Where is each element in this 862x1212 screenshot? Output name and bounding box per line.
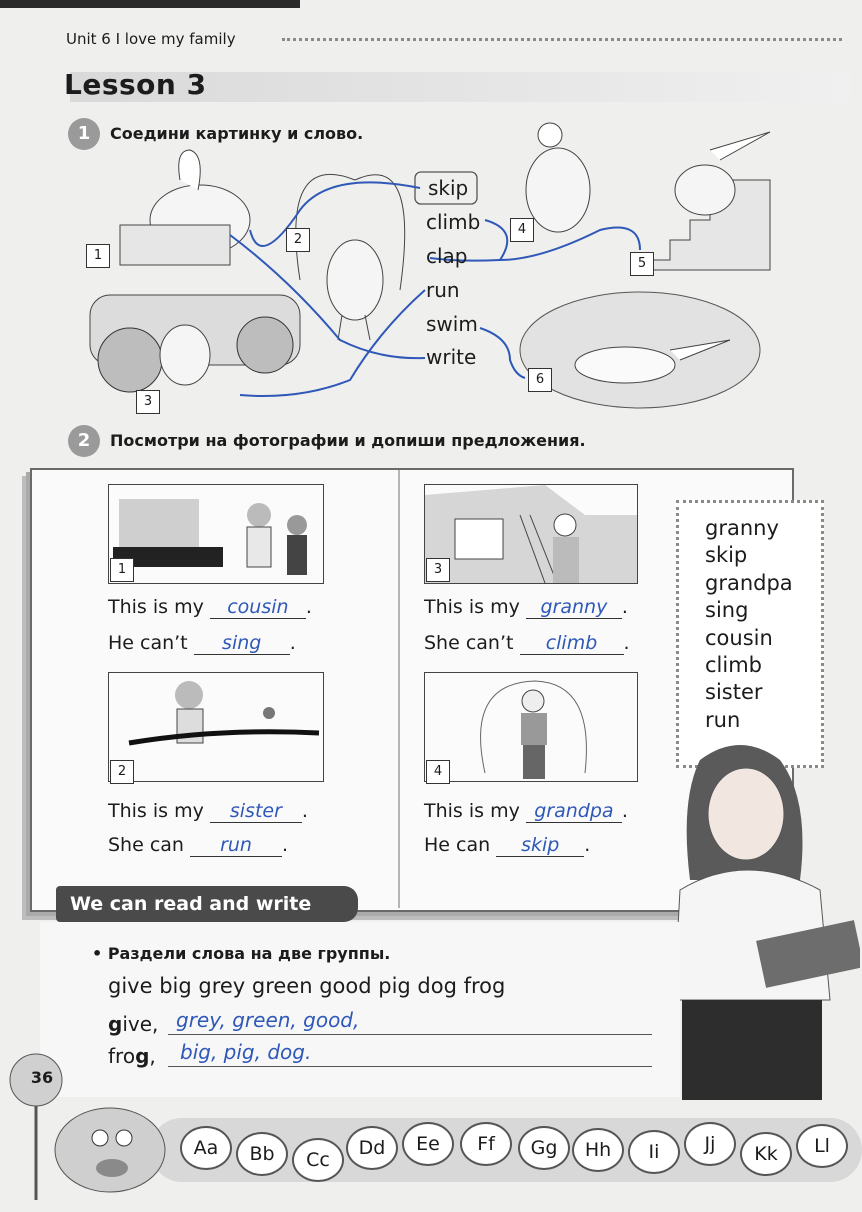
- panel4-line1-prefix: This is my: [424, 800, 520, 822]
- panel2-answer-run: run: [190, 834, 282, 857]
- alphabet-letter: Cc: [292, 1138, 344, 1182]
- goose-skipping-picture: [296, 174, 405, 340]
- panel2-answer-sister: sister: [210, 800, 302, 823]
- photo-number-1: 1: [110, 558, 134, 582]
- task1-word-write: write: [426, 345, 477, 369]
- panel4-answer-grandpa: grandpa: [526, 800, 622, 823]
- photo-number-4: 4: [426, 760, 450, 784]
- task3-group1: [108, 1012, 158, 1036]
- panel4-answer-skip: skip: [496, 834, 584, 857]
- photo-number-2: 2: [110, 760, 134, 784]
- picture-number-5: 5: [630, 252, 654, 276]
- word-bank-item: skip: [705, 543, 748, 568]
- task2-instruction: Посмотри на фотографии и допиши предложения.: [110, 431, 586, 450]
- picture-number-4: 4: [510, 218, 534, 242]
- alphabet-letter: Dd: [346, 1126, 398, 1170]
- word-bank-item: climb: [705, 653, 763, 678]
- photo-grandpa-skipping: [424, 672, 638, 782]
- panel4-line2: He can skip .: [424, 834, 591, 856]
- task1-instruction: Соедини картинку и слово.: [110, 124, 364, 143]
- unit-title: Unit 6 I love my family: [66, 30, 236, 48]
- panel3-answer-granny: granny: [526, 596, 622, 619]
- word-bank-item: sister: [705, 680, 763, 705]
- group1-label-start: g: [108, 1012, 123, 1036]
- panel1-line2: He can’t sing .: [108, 632, 296, 654]
- word-bank-item: run: [705, 707, 741, 732]
- word-bank-item: cousin: [705, 625, 773, 650]
- group1-label-rest: ive,: [122, 1012, 159, 1036]
- task1-number: 1: [68, 118, 100, 150]
- goose-writing-picture: [120, 150, 250, 265]
- task3-word-list: give big grey green good pig dog frog: [108, 974, 506, 998]
- group2-label-start: fro: [108, 1044, 136, 1068]
- picture-number-3: 3: [136, 390, 160, 414]
- alphabet-letter: Ll: [796, 1124, 848, 1168]
- alphabet-letter: Jj: [684, 1122, 736, 1166]
- panel2-line2: She can run .: [108, 834, 289, 856]
- group2-label-end: g: [135, 1044, 150, 1068]
- photo-granny-climbing: [424, 484, 638, 584]
- alphabet-letter: Aa: [180, 1126, 232, 1170]
- panel2-line1: This is my sister .: [108, 800, 308, 822]
- word-bank-item: grandpa: [705, 570, 793, 595]
- group2-answer: big, pig, dog.: [180, 1040, 312, 1064]
- panel1-line2-prefix: He can’t: [108, 632, 188, 654]
- panel2-line1-prefix: This is my: [108, 800, 204, 822]
- alphabet-letter: Ee: [402, 1122, 454, 1166]
- task3-instruction-text: Раздели слова на две группы.: [107, 944, 391, 963]
- header-dotted-line: [282, 38, 842, 41]
- picture-number-6: 6: [528, 368, 552, 392]
- group2-label-comma: ,: [149, 1044, 156, 1068]
- task1-word-skip: skip: [428, 176, 469, 200]
- word-bank-item: sing: [705, 598, 749, 623]
- word-bank-item: granny: [705, 516, 779, 540]
- alphabet-letter: Bb: [236, 1132, 288, 1176]
- alphabet-letter: Kk: [740, 1132, 792, 1176]
- picture-number-2: 2: [286, 228, 310, 252]
- panel1-answer-cousin: cousin: [210, 596, 306, 619]
- photo-sister-running: [108, 672, 324, 782]
- alphabet-letter: Gg: [518, 1126, 570, 1170]
- top-edge-bar: [0, 0, 300, 8]
- book-spine: [398, 470, 400, 908]
- picture-number-1: 1: [86, 244, 110, 268]
- panel3-line2-prefix: She can’t: [424, 632, 514, 654]
- alphabet-letter: Ff: [460, 1122, 512, 1166]
- pelican-climbing-picture: [650, 132, 770, 270]
- photo-number-3: 3: [426, 558, 450, 582]
- group1-answer: grey, green, good,: [176, 1008, 360, 1032]
- task2-number: 2: [68, 425, 100, 457]
- alphabet-letter: Ii: [628, 1130, 680, 1174]
- panel1-line1: This is my cousin .: [108, 596, 312, 618]
- panel3-line1: This is my granny .: [424, 596, 628, 618]
- group1-answer-line: [168, 1034, 652, 1035]
- task1-word-swim: swim: [426, 312, 478, 336]
- task3-group2: [108, 1044, 156, 1068]
- task1-word-clap: clap: [426, 244, 468, 268]
- lesson-title: Lesson 3: [64, 68, 207, 101]
- bullet-icon: •: [92, 944, 103, 963]
- goose-clapping-picture: [526, 123, 590, 232]
- panel2-line2-prefix: She can: [108, 834, 184, 856]
- task3-instruction: [92, 944, 390, 963]
- girl-holding-book-illustration: [660, 740, 860, 1100]
- panel4-line1: This is my grandpa .: [424, 800, 628, 822]
- panel3-line1-prefix: This is my: [424, 596, 520, 618]
- goose-running-car-picture: [90, 295, 300, 392]
- group2-answer-line: [168, 1066, 652, 1067]
- task1-word-climb: climb: [426, 210, 481, 234]
- panel4-line2-prefix: He can: [424, 834, 491, 856]
- pelican-swimming-picture: [520, 292, 760, 408]
- caterpillar-head-icon: [40, 1090, 170, 1200]
- photo-cousin-singing: [108, 484, 324, 584]
- panel3-answer-climb: climb: [520, 632, 624, 655]
- panel1-line1-prefix: This is my: [108, 596, 204, 618]
- page-number: 36: [30, 1068, 54, 1087]
- word-bank: [676, 500, 824, 768]
- panel3-line2: She can’t climb .: [424, 632, 630, 654]
- alphabet-letter: Hh: [572, 1128, 624, 1172]
- section-banner: We can read and write: [56, 886, 358, 922]
- panel1-answer-sing: sing: [194, 632, 290, 655]
- task1-word-run: run: [426, 278, 460, 302]
